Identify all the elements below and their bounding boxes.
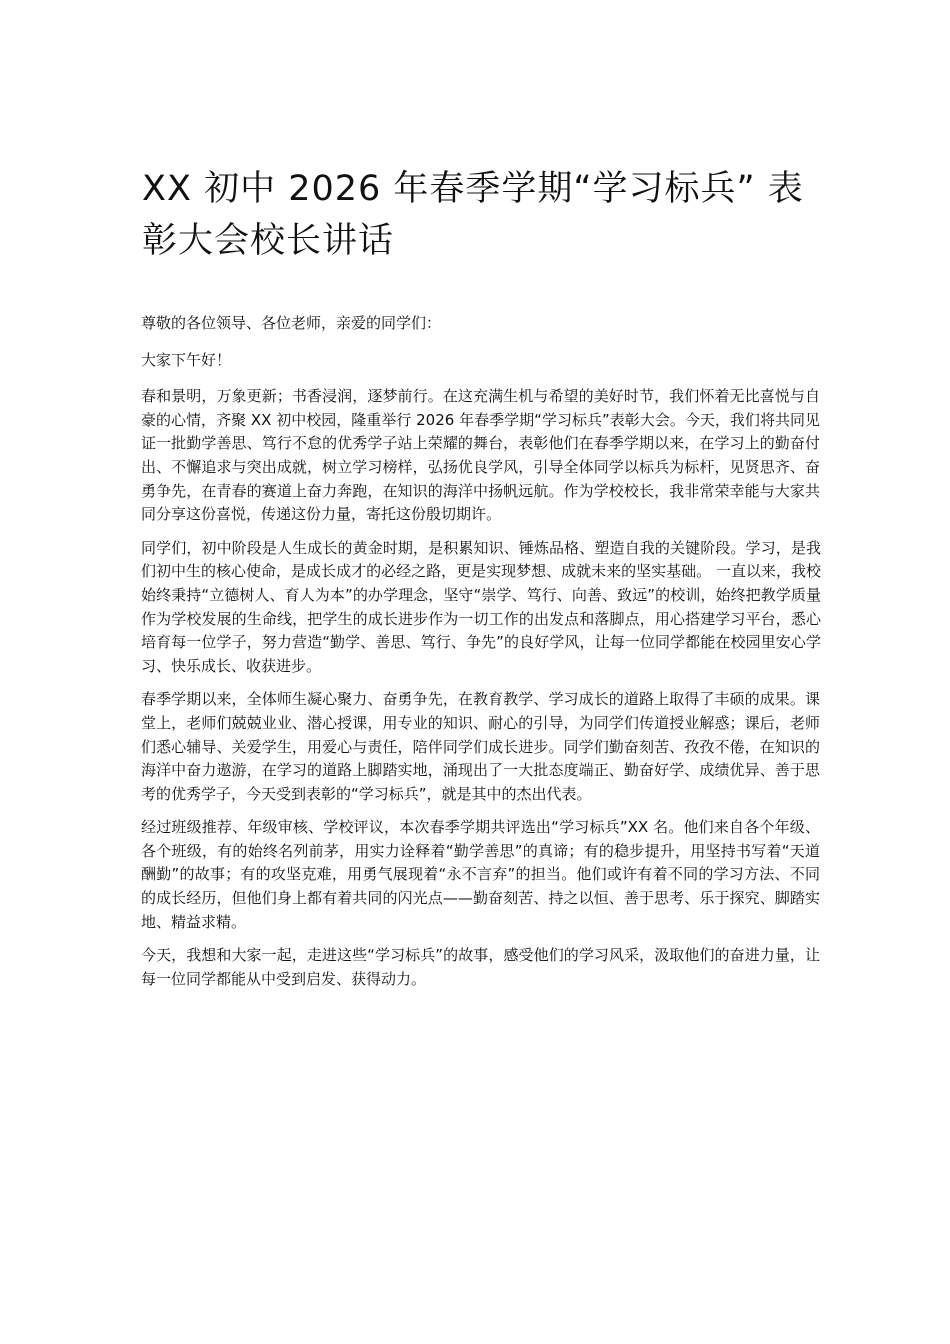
salutation-line: 大家下午好！: [141, 350, 232, 369]
body-paragraph-4: 经过班级推荐、年级审核、学校评议，本次春季学期共评选出“学习标兵”XX 名。他们来自各个年级、各个班级，有的始终名列前茅，用实力诠释着“勤学善思”的真谛；有的稳步提升，用坚持书写着“天道酬勤”的故事；有的攻坚克难，用勇气展现着“永不言弃”的担当。他们或许有着不同的学习方法、不同的成长经历，但他们身上都有着共同的闪光点——勤奋刻苦、持之以恒、善于思考、乐于探究、脚踏实地、精益求精。: [141, 818, 820, 931]
body-paragraph-2: 同学们，初中阶段是人生成长的黄金时期，是积累知识、锤炼品格、塑造自我的关键阶段。学习，是我们初中生的核心使命，是成长成才的必经之路，更是实现梦想、成就未来的坚实基础。 一直以来，我校始终秉持“立德树人、育人为本”的办学理念，坚守“崇学、笃行、向善、致远”的校训，始终把教学质量作为学校发展的生命线，把学生的成长进步作为一切工作的出发点和落脚点，用心搭建学习平台，悉心培育每一位学子，努力营造“勤学、善思、笃行、争先”的良好学风，让每一位同学都能在校园里安心学习、快乐成长、收获进步。: [141, 538, 821, 675]
body-paragraph-3: 春季学期以来，全体师生凝心聚力、奋勇争先，在教育教学、学习成长的道路上取得了丰硕的成果。课堂上，老师们兢兢业业、潜心授课，用专业的知识、耐心的引导，为同学们传道授业解惑；课后，老师们悉心辅导、关爱学生，用爱心与责任，陪伴同学们成长进步。同学们勤奋刻苦、孜孜不倦，在知识的海洋中奋力遨游，在学习的道路上脚踏实地，涌现出了一大批态度端正、勤奋好学、成绩优异、善于思考的优秀学子，今天受到表彰的“学习标兵”，就是其中的杰出代表。: [141, 690, 820, 803]
page-title: XX 初中 2026 年春季学期“学习标兵” 表彰大会校长讲话: [142, 169, 804, 261]
document-body: [135, 312, 820, 1001]
greeting-line: 尊敬的各位领导、各位老师，亲爱的同学们：: [141, 314, 442, 332]
body-paragraph-1: 春和景明，万象更新；书香浸润，逐梦前行。在这充满生机与希望的美好时节，我们怀着无比喜悦与自豪的心情，齐聚 XX 初中校园，隆重举行 2026 年春季学期“学习标兵”表彰大会。今天，我们将共同见证一批勤学善思、笃行不怠的优秀学子站上荣耀的舞台，表彰他们在春季学期以来，在学习上的勤奋付出、不懈追求与突出成就，树立学习榜样，弘扬优良学风，引导全体同学以标兵为标杆，见贤思齐、奋勇争先，在青春的赛道上奋力奔跑，在知识的海洋中扬帆远航。作为学校校长，我非常荣幸能与大家共同分享这份喜悦，传递这份力量，寄托这份殷切期许。: [141, 387, 820, 524]
body-paragraph-5: 今天，我想和大家一起，走进这些“学习标兵”的故事，感受他们的学习风采，汲取他们的奋进力量，让每一位同学都能从中受到启发、获得动力。: [141, 946, 820, 988]
